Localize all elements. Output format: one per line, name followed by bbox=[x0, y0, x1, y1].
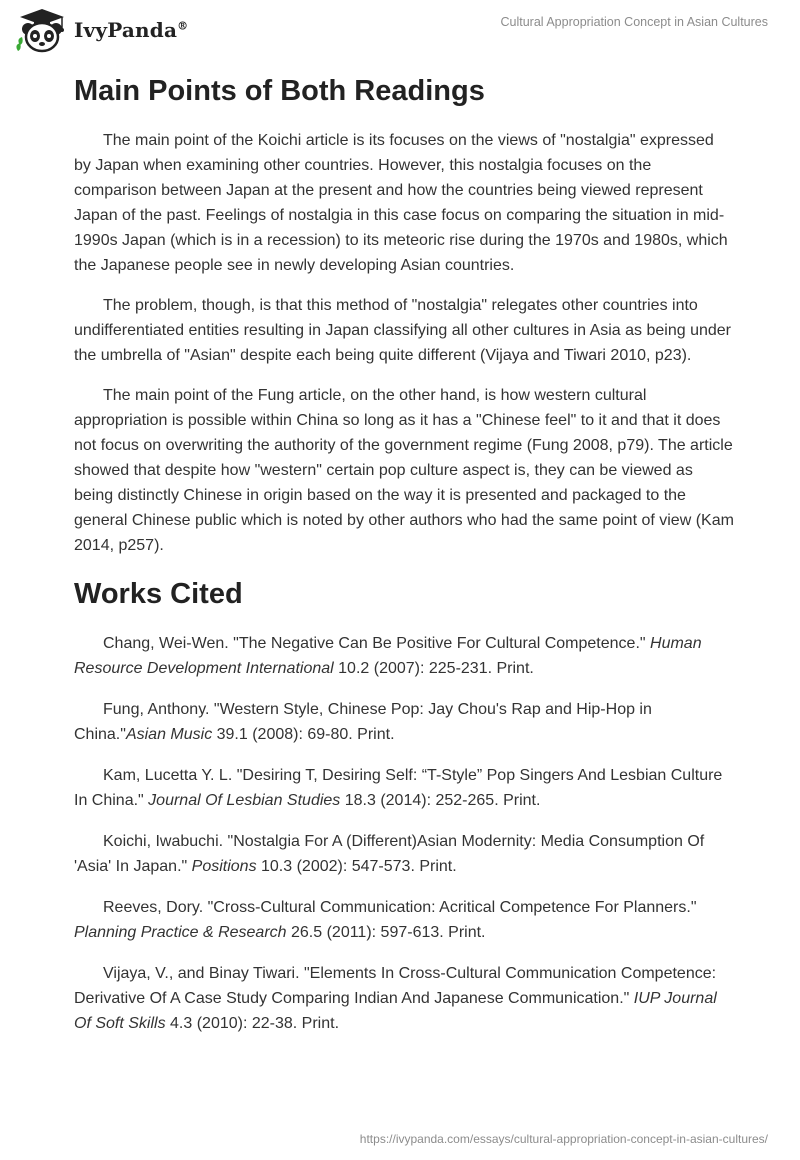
journal-title: Human Resource Development International bbox=[74, 635, 702, 677]
page-header bbox=[0, 0, 800, 62]
source-url[interactable]: https://ivypanda.com/essays/cultural-appropriation-concept-in-asian-cultures/ bbox=[359, 1132, 768, 1146]
section-heading-works-cited: Works Cited bbox=[74, 578, 243, 610]
paragraph: The main point of the Fung article, on the other hand, is how western cultural appropriation is possible within China so long as it has a "Chinese feel" to it and that it does not focus on overwriting the authority of the government regime (Fung 2008, p79). The article showed that despite how "western" certain pop culture aspect is, they can be viewed as being distinctly Chinese in origin based on the way it is presented and packaged to the general Chinese public which is noted by other authors who had the same point of view (Kam 2014, p257). bbox=[74, 387, 734, 554]
journal-title: Positions bbox=[191, 858, 257, 875]
main-points-body bbox=[74, 128, 734, 558]
paragraph: The main point of the Koichi article is its focuses on the views of "nostalgia" expressed by Japan when examining other countries. However, this nostalgia focuses on the comparison between Japan at the present and how the countries being viewed represent Japan of the past. Feelings of nostalgia in this case focus on comparing the situation in mid-1990s Japan (which is in a recession) to its meteoric rise during the 1970s and 1980s, which the Japanese people see in newly developing Asian countries. bbox=[74, 132, 728, 274]
journal-title: Journal Of Lesbian Studies bbox=[148, 792, 341, 809]
citation-entry: Chang, Wei-Wen. "The Negative Can Be Positive For Cultural Competence." Human Resource Development International 10.2 (2007): 225-231. Print. bbox=[74, 635, 702, 677]
article-content bbox=[74, 70, 734, 1052]
citation-entry: Kam, Lucetta Y. L. "Desiring T, Desiring Self: “T-Style” Pop Singers And Lesbian Culture In China." Journal Of Lesbian Studies 18.3 (2014): 252-265. Print. bbox=[74, 767, 723, 809]
section-heading-main-points: Main Points of Both Readings bbox=[74, 75, 485, 107]
document-title: Cultural Appropriation Concept in Asian Cultures bbox=[500, 15, 768, 29]
citation-entry: Koichi, Iwabuchi. "Nostalgia For A (Different)Asian Modernity: Media Consumption Of 'Asia' In Japan." Positions 10.3 (2002): 547-573. Print. bbox=[74, 833, 705, 875]
ivypanda-logo[interactable] bbox=[14, 8, 188, 52]
journal-title: Asian Music bbox=[125, 726, 213, 743]
paragraph: The problem, though, is that this method of "nostalgia" relegates other countries into undifferentiated entities resulting in Japan classifying all other cultures in Asia as being under the umbrella of "Asian" despite each being quite different (Vijaya and Tiwari 2010, p23). bbox=[74, 297, 731, 364]
citation-entry: Reeves, Dory. "Cross-Cultural Communication: Acritical Competence For Planners." Planning Practice & Research 26.5 (2011): 597-613. Print. bbox=[74, 899, 697, 941]
journal-title: Planning Practice & Research bbox=[74, 924, 287, 941]
journal-title: IUP Journal Of Soft Skills bbox=[74, 990, 717, 1032]
citation-entry: Vijaya, V., and Binay Tiwari. "Elements In Cross-Cultural Communication Competence: Derivative Of A Case Study Comparing Indian And Japanese Communication." IUP Journal Of Soft Skills 4.3 (2010): 22-38. Print. bbox=[74, 965, 717, 1032]
panda-graduate-icon bbox=[14, 7, 70, 53]
citation-entry: Fung, Anthony. "Western Style, Chinese Pop: Jay Chou's Rap and Hip-Hop in China."Asian Music 39.1 (2008): 69-80. Print. bbox=[74, 701, 652, 743]
brand-name: IvyPanda® bbox=[74, 18, 189, 42]
works-cited-list bbox=[74, 631, 734, 1036]
